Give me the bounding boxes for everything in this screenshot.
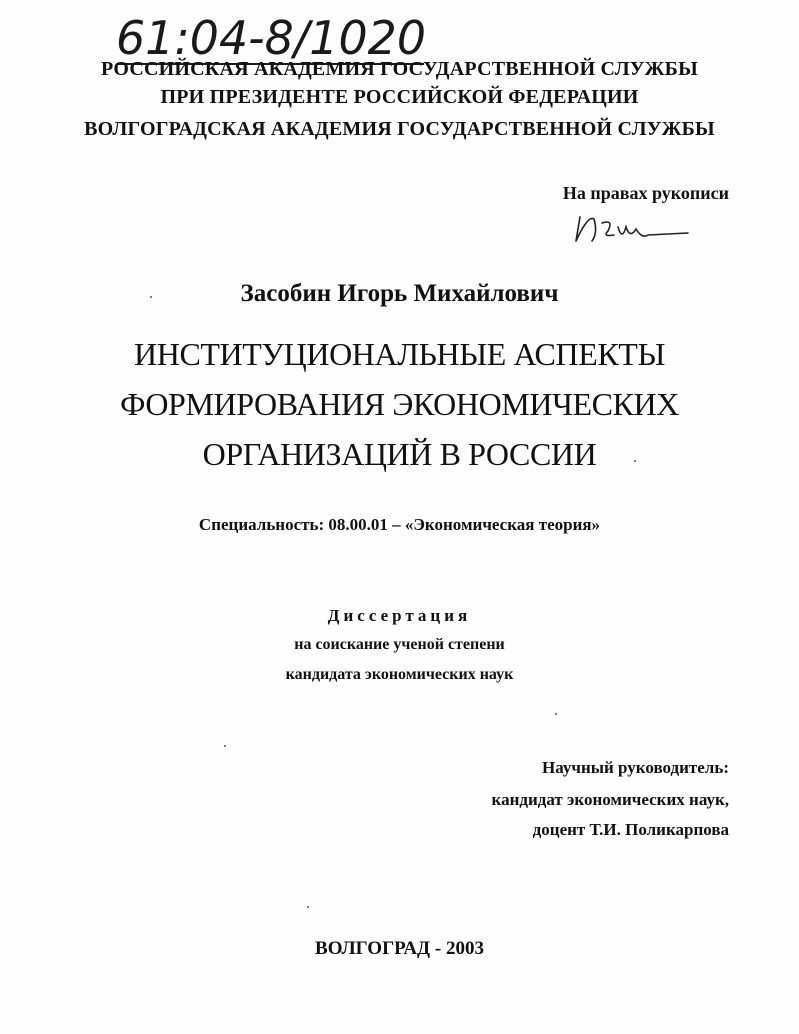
rights-note: На правах рукописи (562, 183, 729, 203)
advisor-label: Научный руководитель: (542, 758, 729, 777)
scan-speck (307, 906, 309, 908)
scan-speck (224, 745, 226, 747)
author-name: Засобин Игорь Михайлович (240, 280, 559, 307)
city-year: ВОЛГОГРАД - 2003 (315, 938, 484, 959)
archive-code-text: 61:04-8/1020 (116, 11, 426, 65)
title-line-2: ФОРМИРОВАНИЯ ЭКОНОМИЧЕСКИХ (120, 386, 679, 422)
scan-speck (555, 713, 557, 715)
dissertation-heading: Диссертация (327, 606, 472, 625)
dissertation-line-1: на соискание ученой степени (294, 636, 505, 653)
scan-speck (634, 460, 636, 462)
org-line-1: РОССИЙСКАЯ АКАДЕМИЯ ГОСУДАРСТВЕННОЙ СЛУЖБЫ (101, 58, 698, 80)
signature (572, 205, 692, 250)
org-line-2: ПРИ ПРЕЗИДЕНТЕ РОССИЙСКОЙ ФЕДЕРАЦИИ (160, 86, 639, 108)
dissertation-line-2: кандидата экономических наук (285, 666, 514, 683)
scan-speck (150, 296, 152, 298)
specialty: Специальность: 08.00.01 – «Экономическая теория» (198, 515, 601, 534)
advisor-name: доцент Т.И. Поликарпова (532, 820, 729, 839)
org-line-3: ВОЛГОГРАДСКАЯ АКАДЕМИЯ ГОСУДАРСТВЕННОЙ СЛУЖБЫ (84, 118, 715, 140)
title-line-1: ИНСТИТУЦИОНАЛЬНЫЕ АСПЕКТЫ (134, 336, 665, 372)
advisor-degree: кандидат экономических наук, (491, 790, 729, 809)
title-line-3: ОРГАНИЗАЦИЙ В РОССИИ (202, 436, 597, 472)
